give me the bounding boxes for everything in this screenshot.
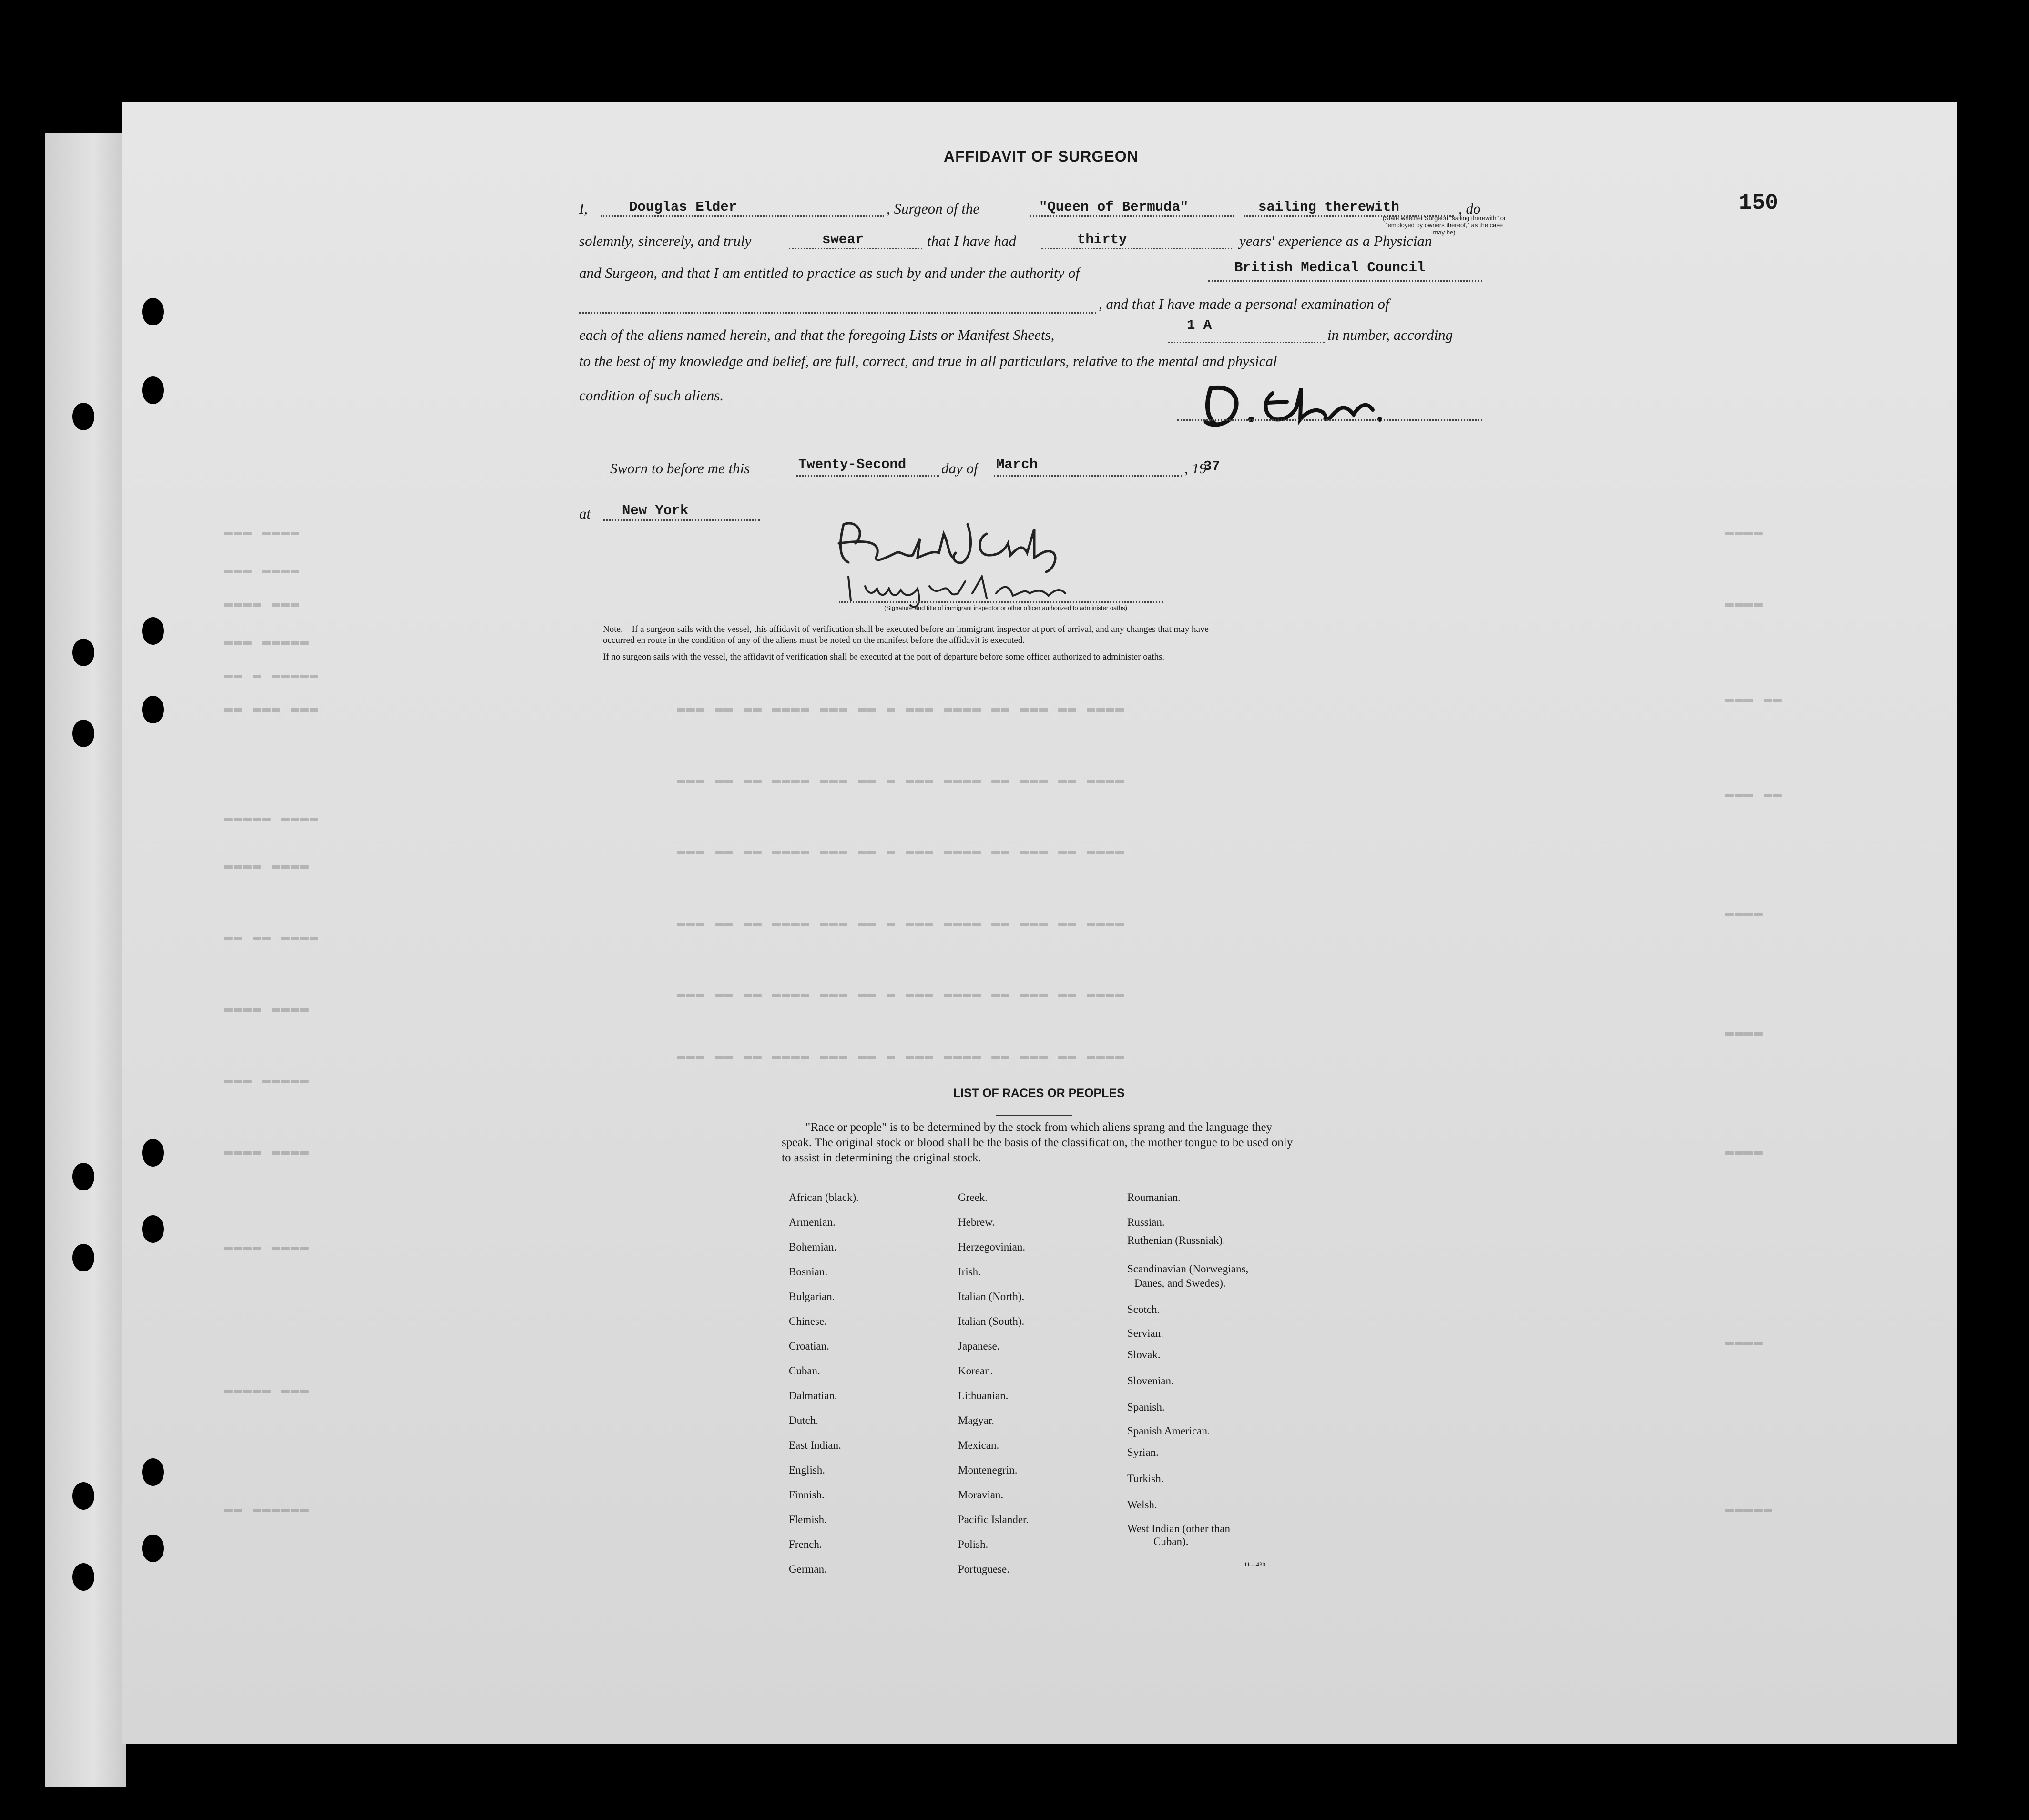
race-item: Finnish. bbox=[789, 1489, 825, 1501]
years-experience: thirty bbox=[1077, 232, 1127, 247]
race-item: Armenian. bbox=[789, 1216, 836, 1228]
affidavit-line-1-prefix: I, bbox=[579, 200, 588, 217]
race-item: Bohemian. bbox=[789, 1241, 837, 1253]
punch-hole bbox=[72, 1563, 94, 1591]
race-item: Bulgarian. bbox=[789, 1291, 835, 1302]
races-title: LIST OF RACES OR PEOPLES bbox=[953, 1087, 1125, 1100]
note-line-3: If no surgeon sails with the vessel, the affidavit of verification shall be executed at the port of departure before some officer authorized to administer oaths. bbox=[603, 652, 1165, 662]
affidavit-line-2-mid: that I have had bbox=[927, 233, 1016, 249]
authority-rule bbox=[1208, 280, 1482, 282]
race-item: English. bbox=[789, 1464, 826, 1476]
punch-hole bbox=[142, 1139, 164, 1167]
race-item: Magyar. bbox=[958, 1414, 995, 1426]
race-item: Greek. bbox=[958, 1191, 988, 1203]
punch-hole bbox=[142, 617, 164, 645]
race-item: Mexican. bbox=[958, 1439, 999, 1451]
punch-hole bbox=[142, 1458, 164, 1486]
race-item: Scotch. bbox=[1127, 1303, 1160, 1315]
surgeon-name: Douglas Elder bbox=[629, 199, 737, 215]
sworn-day: Twenty-Second bbox=[798, 457, 907, 472]
race-item: Danes, and Swedes). bbox=[1134, 1277, 1226, 1289]
sworn-prefix: Sworn to before me this bbox=[610, 460, 750, 477]
race-item: Italian (South). bbox=[958, 1315, 1025, 1327]
race-item: Herzegovinian. bbox=[958, 1241, 1026, 1253]
oath-rule bbox=[789, 248, 922, 249]
race-item: Servian. bbox=[1127, 1327, 1164, 1339]
race-item: Korean. bbox=[958, 1365, 993, 1377]
race-item: Scandinavian (Norwegians, bbox=[1127, 1263, 1249, 1275]
affidavit-line-5-prefix: each of the aliens named herein, and that the foregoing Lists or Manifest Sheets, bbox=[579, 326, 1055, 343]
race-item: Moravian. bbox=[958, 1489, 1004, 1501]
punch-hole bbox=[142, 298, 164, 325]
race-item: East Indian. bbox=[789, 1439, 841, 1451]
race-item: Chinese. bbox=[789, 1315, 827, 1327]
page-number: 150 bbox=[1739, 191, 1778, 215]
sworn-place-rule bbox=[603, 519, 760, 521]
race-item: Croatian. bbox=[789, 1340, 829, 1352]
races-intro: "Race or people" is to be determined by the stock from which aliens sprang and the language they speak. The original stock or blood shall be the basis of the classification, the mother tongue to be used only to assist in determining the original stock. bbox=[782, 1121, 1293, 1164]
affidavit-line-1-mid: , Surgeon of the bbox=[887, 200, 980, 217]
race-item: French. bbox=[789, 1538, 822, 1550]
surgeon-status-note: (State whether Surgeon "sailing therewith" or "employed by owners thereof," as the case may be) bbox=[1382, 214, 1506, 236]
affidavit-line-6: to the best of my knowledge and belief, are full, correct, and true in all particulars, relative to the mental and physical bbox=[579, 353, 1277, 369]
sworn-day-rule bbox=[796, 475, 939, 477]
sworn-month: March bbox=[996, 457, 1038, 472]
race-item: Pacific Islander. bbox=[958, 1514, 1029, 1525]
affidavit-title: AFFIDAVIT OF SURGEON bbox=[944, 148, 1139, 165]
affidavit-line-7: condition of such aliens. bbox=[579, 387, 724, 404]
inspector-rule bbox=[839, 601, 1163, 603]
race-item: Ruthenian (Russniak). bbox=[1127, 1234, 1225, 1246]
punch-hole bbox=[72, 1482, 94, 1510]
sworn-year: 37 bbox=[1203, 458, 1220, 474]
race-item: Dalmatian. bbox=[789, 1390, 837, 1402]
races-title-rule bbox=[996, 1115, 1072, 1116]
punch-hole bbox=[142, 696, 164, 723]
race-item: Spanish. bbox=[1127, 1401, 1165, 1413]
race-item: Russian. bbox=[1127, 1216, 1165, 1228]
race-item: Hebrew. bbox=[958, 1216, 995, 1228]
sheets-rule bbox=[1168, 342, 1325, 343]
race-item: Roumanian. bbox=[1127, 1191, 1181, 1203]
note-line-1: Note.—If a surgeon sails with the vessel, this affidavit of verification shall be executed before an immigrant inspector at port of arrival, and any changes that may have bbox=[603, 624, 1209, 634]
punch-hole bbox=[72, 639, 94, 666]
punch-hole bbox=[72, 1244, 94, 1271]
surgeon-name-rule bbox=[601, 215, 884, 217]
punch-hole bbox=[142, 1535, 164, 1562]
race-item: Cuban. bbox=[789, 1365, 820, 1377]
race-item: Montenegrin. bbox=[958, 1464, 1018, 1476]
sworn-at: at bbox=[579, 505, 591, 522]
surgeon-status: sailing therewith bbox=[1258, 199, 1399, 215]
race-item: Turkish. bbox=[1127, 1473, 1164, 1484]
race-item: Flemish. bbox=[789, 1514, 827, 1525]
affidavit-line-5-end: in number, according bbox=[1327, 326, 1453, 343]
years-rule bbox=[1041, 248, 1232, 249]
sworn-month-rule bbox=[994, 475, 1182, 477]
race-item: Spanish American. bbox=[1127, 1425, 1210, 1437]
race-item: Irish. bbox=[958, 1266, 981, 1278]
binding-strip bbox=[45, 133, 126, 1787]
punch-hole bbox=[72, 1163, 94, 1190]
affidavit-line-1-end: , do bbox=[1458, 200, 1481, 217]
ship-name: "Queen of Bermuda" bbox=[1039, 199, 1189, 215]
race-item: West Indian (other than bbox=[1127, 1523, 1230, 1535]
race-item: Syrian. bbox=[1127, 1446, 1159, 1458]
race-item: Polish. bbox=[958, 1538, 989, 1550]
race-item: Welsh. bbox=[1127, 1499, 1157, 1511]
licensing-authority: British Medical Council bbox=[1234, 260, 1426, 275]
affidavit-line-4: , and that I have made a personal examination of bbox=[1099, 295, 1389, 312]
oath-type: swear bbox=[822, 232, 864, 247]
punch-hole bbox=[142, 1215, 164, 1243]
note-line-2: occurred en route in the condition of any of the aliens must be noted on the manifest before the affidavit is executed. bbox=[603, 635, 1025, 645]
race-item: Cuban). bbox=[1153, 1535, 1189, 1547]
race-item: African (black). bbox=[789, 1191, 859, 1203]
race-item: Slovak. bbox=[1127, 1349, 1161, 1361]
sworn-place: New York bbox=[622, 503, 689, 519]
signature-rule bbox=[1177, 419, 1482, 421]
sheet-count: 1 A bbox=[1187, 317, 1212, 333]
affidavit-line-2-end: years' experience as a Physician bbox=[1239, 233, 1432, 249]
authority-continued-rule bbox=[579, 312, 1096, 314]
affidavit-line-2-prefix: solemnly, sincerely, and truly bbox=[579, 233, 752, 249]
punch-hole bbox=[72, 403, 94, 430]
race-item: Dutch. bbox=[789, 1414, 818, 1426]
race-item: Japanese. bbox=[958, 1340, 1000, 1352]
sworn-mid: day of bbox=[941, 460, 978, 477]
punch-hole bbox=[142, 376, 164, 404]
sworn-year-prefix: , 19 bbox=[1184, 460, 1207, 477]
race-item: Italian (North). bbox=[958, 1291, 1025, 1302]
race-item: Portuguese. bbox=[958, 1563, 1009, 1575]
punch-hole bbox=[72, 720, 94, 747]
race-item: German. bbox=[789, 1563, 827, 1575]
inspector-caption: (Signature and title of immigrant inspector or other officer authorized to administer oaths) bbox=[884, 604, 1127, 611]
race-item: Lithuanian. bbox=[958, 1390, 1009, 1402]
form-code: 11—430 bbox=[1244, 1561, 1266, 1568]
ship-name-rule bbox=[1030, 215, 1234, 217]
race-item: Slovenian. bbox=[1127, 1375, 1174, 1387]
race-item: Bosnian. bbox=[789, 1266, 828, 1278]
affidavit-line-3-prefix: and Surgeon, and that I am entitled to practice as such by and under the authority of bbox=[579, 264, 1080, 281]
